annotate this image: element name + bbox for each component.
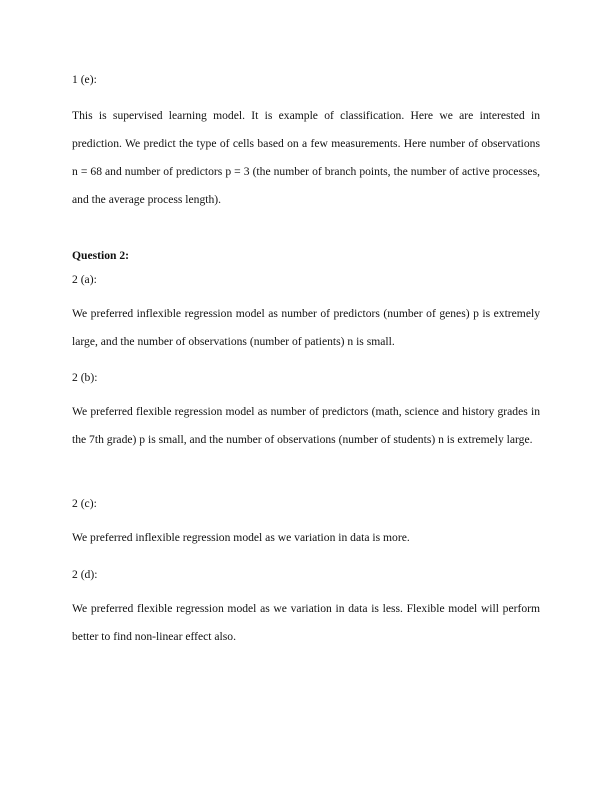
question-2-heading: Question 2: <box>72 249 130 262</box>
q2c-answer: We preferred inflexible regression model as we variation in data is more. <box>72 531 410 544</box>
q2a-answer: We preferred inflexible regression model as number of predictors (number of genes) p is extremely large, and the number of observations (number of patients) n is small. <box>72 307 540 348</box>
q2b-label: 2 (b): <box>72 371 98 384</box>
q2d-label: 2 (d): <box>72 568 98 581</box>
q2b-answer: We preferred flexible regression model as number of predictors (math, science and history grades in the 7th grade) p is small, and the number of observations (number of students) n is extremely large. <box>72 405 540 446</box>
q2d-answer: We preferred flexible regression model as we variation in data is less. Flexible model will perform better to find non-linear effect also. <box>72 602 540 643</box>
q2a-label: 2 (a): <box>72 273 97 286</box>
q1e-label: 1 (e): <box>72 73 97 86</box>
q1e-answer: This is supervised learning model. It is example of classification. Here we are interested in prediction. We predict the type of cells based on a few measurements. Here number of observations n = 68 and number of predictors p = 3 (the number of branch points, the number of active processes, and the average process length). <box>72 109 540 206</box>
q2c-label: 2 (c): <box>72 497 97 510</box>
